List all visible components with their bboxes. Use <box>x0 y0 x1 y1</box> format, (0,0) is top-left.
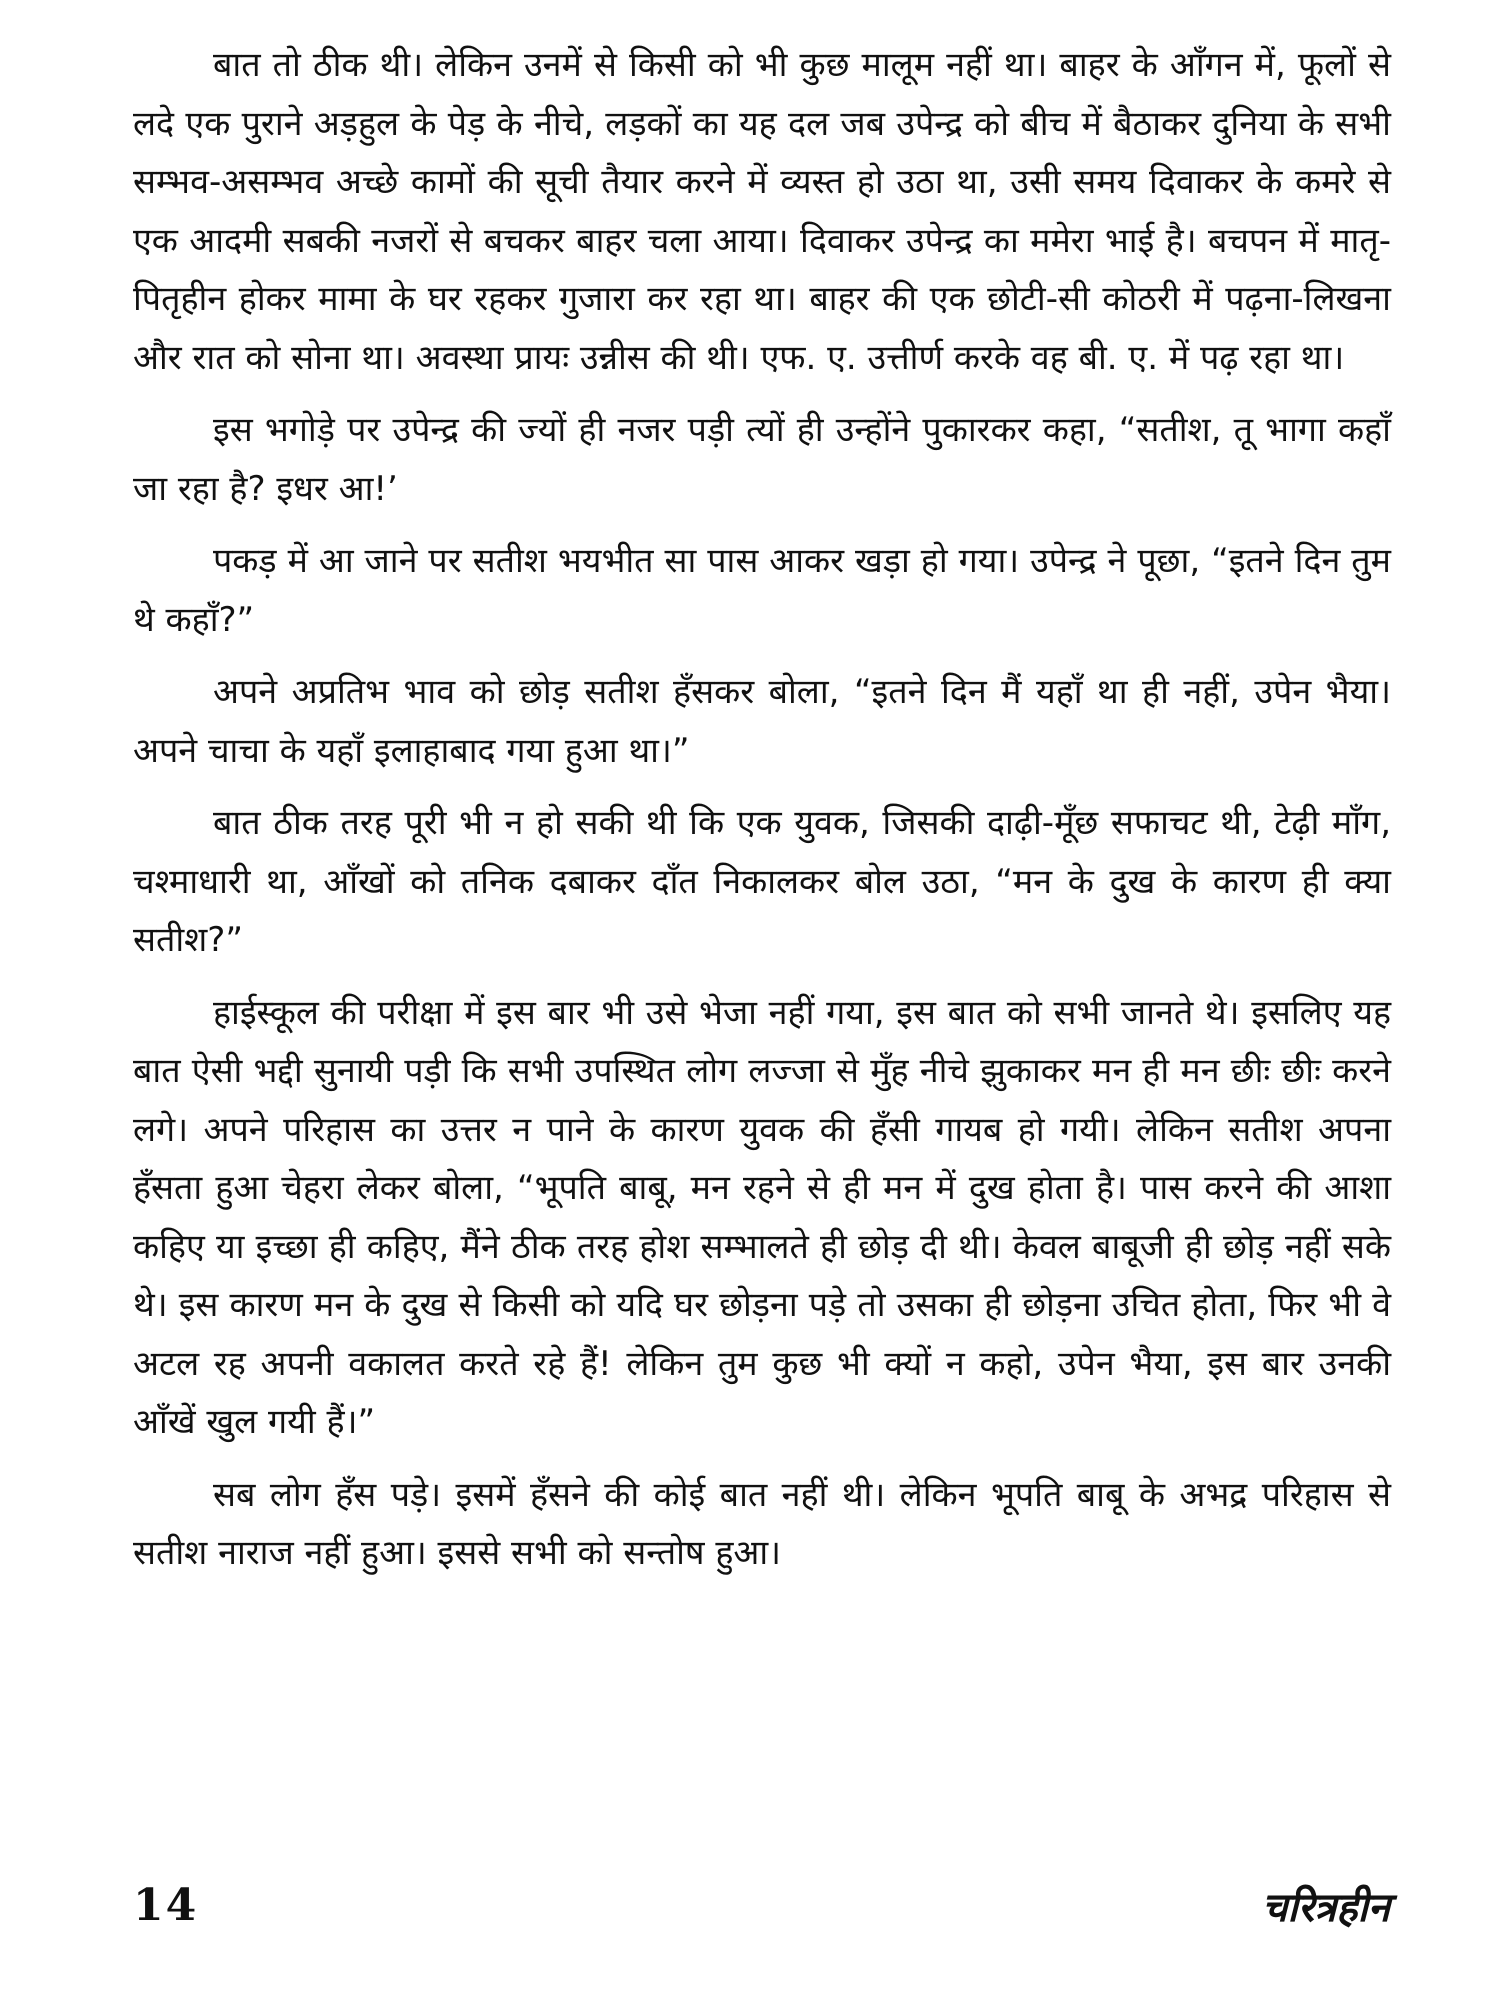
paragraph-6: हाईस्कूल की परीक्षा में इस बार भी उसे भेजा नहीं गया, इस बात को सभी जानते थे। इसलिए यह बात ऐसी भद्दी सुनायी पड़ी कि सभी उपस्थित लोग लज्जा से मुँह नीचे झुकाकर मन ही मन छीः छीः करने लगे। अपने परिहास का उत्तर न पाने के कारण युवक की हँसी गायब हो गयी। लेकिन सतीश अपना हँसता हुआ चेहरा लेकर बोला, “भूपति बाबू, मन रहने से ही मन में दुख होता है। पास करने की आशा कहिए या इच्छा ही कहिए, मैंने ठीक तरह होश सम्भालते ही छोड़ दी थी। केवल बाबूजी ही छोड़ नहीं सके थे। इस कारण मन के दुख से किसी को यदि घर छोड़ना पड़े तो उसका ही छोड़ना उचित होता, फिर भी वे अटल रह अपनी वकालत करते रहे हैं! लेकिन तुम कुछ भी क्यों न कहो, उपेन भैया, इस बार उनकी आँखें खुल गयी हैं।” <box>133 992 1391 1442</box>
body-text <box>133 36 1391 1583</box>
paragraph-4: अपने अप्रतिभ भाव को छोड़ सतीश हँसकर बोला, “इतने दिन मैं यहाँ था ही नहीं, उपेन भैया। अपने चाचा के यहाँ इलाहाबाद गया हुआ था।” <box>133 672 1391 771</box>
page-number: 14 <box>133 1880 199 1931</box>
book-title: चरित्रहीन <box>1262 1885 1390 1931</box>
paragraph-7: सब लोग हँस पड़े। इसमें हँसने की कोई बात नहीं थी। लेकिन भूपति बाबू के अभद्र परिहास से सतीश नाराज नहीं हुआ। इससे सभी को सन्तोष हुआ। <box>133 1474 1391 1573</box>
paragraph-5: बात ठीक तरह पूरी भी न हो सकी थी कि एक युवक, जिसकी दाढ़ी-मूँछ सफाचट थी, टेढ़ी माँग, चश्माधारी था, आँखों को तनिक दबाकर दाँत निकालकर बोल उठा, “मन के दुख के कारण ही क्या सतीश?” <box>133 803 1391 960</box>
paragraph-1: बात तो ठीक थी। लेकिन उनमें से किसी को भी कुछ मालूम नहीं था। बाहर के आँगन में, फूलों से लदे एक पुराने अड़हुल के पेड़ के नीचे, लड़कों का यह दल जब उपेन्द्र को बीच में बैठाकर दुनिया के सभी सम्भव-असम्भव अच्छे कामों की सूची तैयार करने में व्यस्त हो उठा था, उसी समय दिवाकर के कमरे से एक आदमी सबकी नजरों से बचकर बाहर चला आया। दिवाकर उपेन्द्र का ममेरा भाई है। बचपन में मातृ-पितृहीन होकर मामा के घर रहकर गुजारा कर रहा था। बाहर की एक छोटी-सी कोठरी में पढ़ना-लिखना और रात को सोना था। अवस्था प्रायः उन्नीस की थी। एफ. ए. उत्तीर्ण करके वह बी. ए. में पढ़ रहा था। <box>133 45 1391 378</box>
paragraph-3: पकड़ में आ जाने पर सतीश भयभीत सा पास आकर खड़ा हो गया। उपेन्द्र ने पूछा, “इतने दिन तुम थे कहाँ?” <box>133 541 1391 640</box>
paragraph-2: इस भगोड़े पर उपेन्द्र की ज्यों ही नजर पड़ी त्यों ही उन्होंने पुकारकर कहा, “सतीश, तू भागा कहाँ जा रहा है? इधर आ!’ <box>133 410 1391 509</box>
